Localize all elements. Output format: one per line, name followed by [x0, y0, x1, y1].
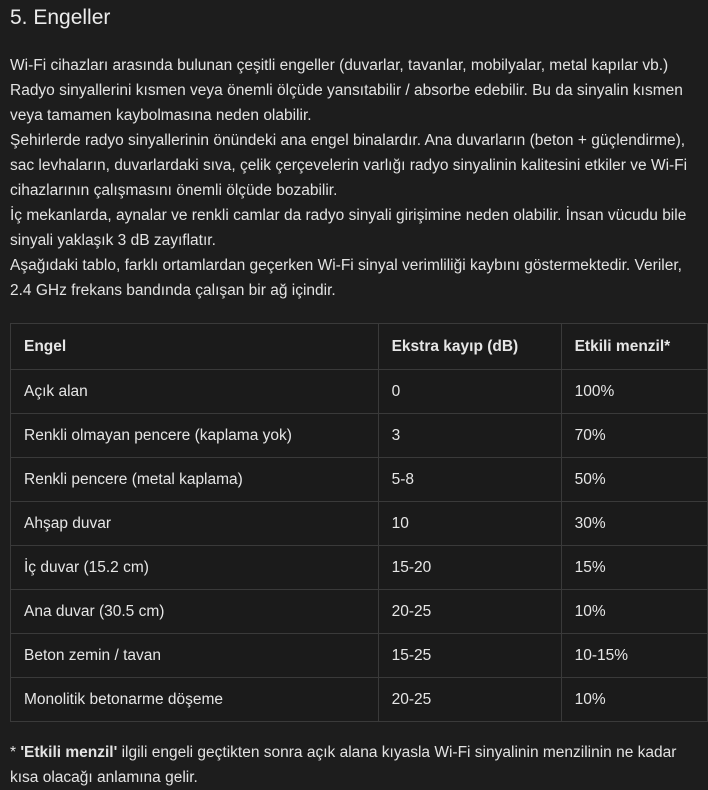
table-row [11, 370, 708, 414]
cell-engel: İç duvar (15.2 cm) [11, 546, 379, 590]
header-ekstra-kayip: Ekstra kayıp (dB) [378, 324, 561, 370]
cell-menzil: 30% [561, 502, 707, 546]
cell-kayip: 10 [378, 502, 561, 546]
section-title: 5. Engeller [10, 6, 111, 29]
table-row [11, 678, 708, 722]
footnote-term: 'Etkili menzil' [20, 744, 118, 761]
intro-paragraph-2: Şehirlerde radyo sinyallerinin önündeki ana engel binalardır. Ana duvarların (beton + güçlendirme), sac levhaların, duvarlardaki sıva, çelik çerçevelerin varlığı radyo sinyalinin kalitesini etkiler ve Wi-Fi cihazlarının çalışmasını önemli ölçüde bozabilir. [10, 132, 688, 199]
footnote-text: ilgili engeli geçtikten sonra açık alana kıyasla Wi-Fi sinyalinin menzilinin ne kadar kısa olacağı anlamına gelir. [10, 744, 677, 786]
cell-engel: Renkli pencere (metal kaplama) [11, 458, 379, 502]
cell-engel: Açık alan [11, 370, 379, 414]
cell-kayip: 15-20 [378, 546, 561, 590]
intro-paragraph-4: Aşağıdaki tablo, farklı ortamlardan geçerken Wi-Fi sinyal verimliliği kaybını göstermektedir. Veriler, 2.4 GHz frekans bandında çalışan bir ağ içindir. [10, 257, 682, 299]
cell-kayip: 5-8 [378, 458, 561, 502]
footnote-prefix: * [10, 744, 21, 761]
intro-text [10, 53, 698, 303]
cell-menzil: 15% [561, 546, 707, 590]
table-row [11, 414, 708, 458]
table-row [11, 546, 708, 590]
cell-menzil: 50% [561, 458, 707, 502]
cell-engel: Monolitik betonarme döşeme [11, 678, 379, 722]
cell-menzil: 10% [561, 590, 707, 634]
table-row [11, 590, 708, 634]
obstacles-table [10, 323, 708, 722]
table-header-row [11, 324, 708, 370]
cell-engel: Renkli olmayan pencere (kaplama yok) [11, 414, 379, 458]
table-row [11, 634, 708, 678]
cell-menzil: 100% [561, 370, 707, 414]
cell-engel: Ana duvar (30.5 cm) [11, 590, 379, 634]
table-row [11, 458, 708, 502]
header-engel: Engel [11, 324, 379, 370]
cell-kayip: 20-25 [378, 678, 561, 722]
cell-engel: Ahşap duvar [11, 502, 379, 546]
cell-kayip: 15-25 [378, 634, 561, 678]
cell-kayip: 3 [378, 414, 561, 458]
table-row [11, 502, 708, 546]
cell-kayip: 20-25 [378, 590, 561, 634]
intro-paragraph-1: Wi-Fi cihazları arasında bulunan çeşitli engeller (duvarlar, tavanlar, mobilyalar, metal kapılar vb.) Radyo sinyallerini kısmen veya önemli ölçüde yansıtabilir / absorbe edebilir. Bu da sinyalin kısmen veya tamamen kaybolmasına neden olabilir. [10, 57, 683, 124]
cell-kayip: 0 [378, 370, 561, 414]
cell-menzil: 10% [561, 678, 707, 722]
cell-engel: Beton zemin / tavan [11, 634, 379, 678]
footnote [10, 740, 698, 790]
intro-paragraph-3: İç mekanlarda, aynalar ve renkli camlar da radyo sinyali girişimine neden olabilir. İnsan vücudu bile sinyali yaklaşık 3 dB zayıflatır. [10, 207, 687, 249]
cell-menzil: 10-15% [561, 634, 707, 678]
cell-menzil: 70% [561, 414, 707, 458]
header-etkili-menzil: Etkili menzil* [561, 324, 707, 370]
